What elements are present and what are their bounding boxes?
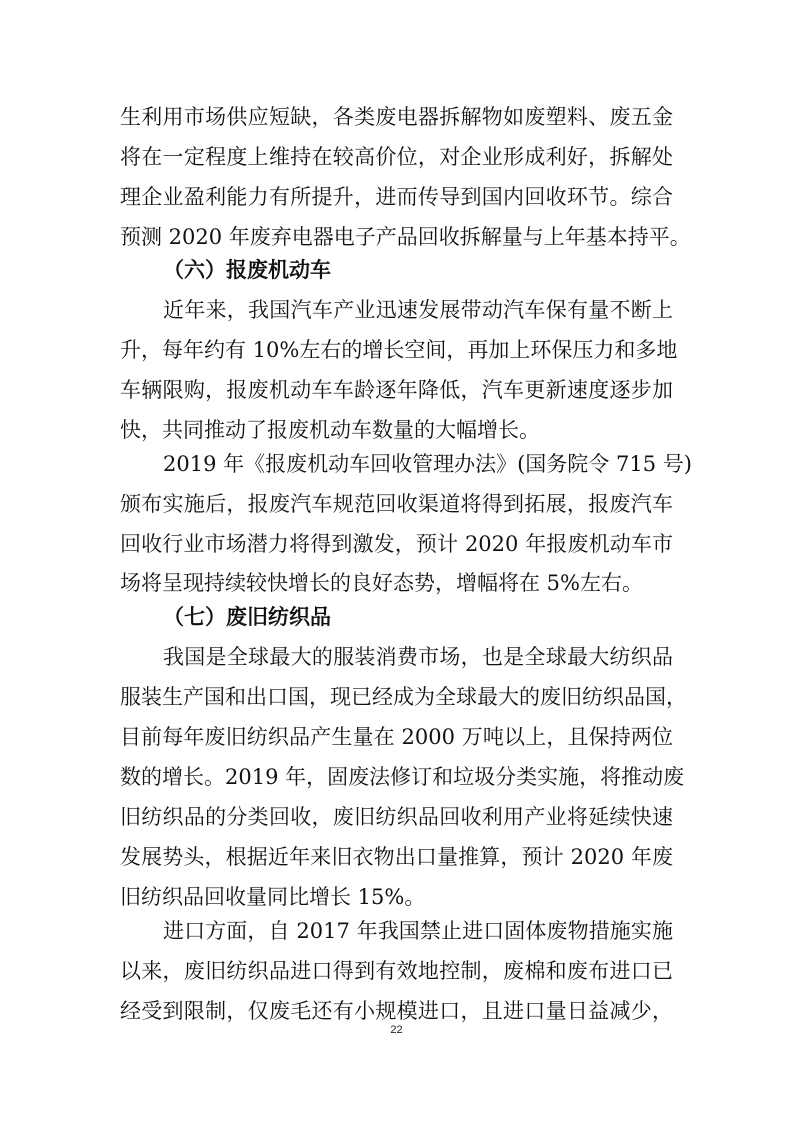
paragraph-line: 理企业盈利能力有所提升，进而传导到国内回收环节。综合 — [120, 185, 673, 209]
paragraph-line: 生利用市场供应短缺，各类废电器拆解物如废塑料、废五金 — [120, 105, 673, 129]
paragraph-line: 以来，废旧纺织品进口得到有效地控制，废棉和废布进口已 — [120, 959, 673, 983]
paragraph-line: 场将呈现持续较快增长的良好态势，增幅将在 5%左右。 — [120, 571, 643, 595]
paragraph-line: 目前每年废旧纺织品产生量在 2000 万吨以上，且保持两位 — [120, 725, 673, 749]
paragraph-line: 颁布实施后，报废汽车规范回收渠道将得到拓展，报废汽车 — [120, 492, 673, 516]
paragraph-line: 将在一定程度上维持在较高价位，对企业形成利好，拆解处 — [120, 145, 673, 169]
paragraph-line: 回收行业市场潜力将得到激发，预计 2020 年报废机动车市 — [120, 532, 673, 556]
paragraph-line: 服装生产国和出口国，现已经成为全球最大的废旧纺织品国， — [120, 685, 687, 709]
paragraph-line: 车辆限购，报废机动车车龄逐年降低，汽车更新速度逐步加 — [120, 378, 673, 402]
paragraph-line: 升，每年约有 10%左右的增长空间，再加上环保压力和多地 — [120, 338, 678, 362]
section-heading-waste-textiles: （七）废旧纺织品 — [163, 605, 331, 629]
paragraph-line: 经受到限制，仅废毛还有小规模进口，且进口量日益减少， — [120, 999, 673, 1023]
paragraph-line: 发展势头，根据近年来旧衣物出口量推算，预计 2020 年废 — [120, 845, 673, 869]
section-heading-scrapped-vehicles: （六）报废机动车 — [163, 258, 331, 282]
paragraph-line: 预测 2020 年废弃电器电子产品回收拆解量与上年基本持平。 — [120, 225, 691, 249]
paragraph-line: 我国是全球最大的服装消费市场，也是全球最大纺织品 — [163, 645, 673, 669]
paragraph-line: 近年来，我国汽车产业迅速发展带动汽车保有量不断上 — [163, 298, 673, 322]
paragraph-line: 旧纺织品回收量同比增长 15%。 — [120, 885, 426, 909]
paragraph-line: 进口方面，自 2017 年我国禁止进口固体废物措施实施 — [163, 919, 673, 943]
paragraph-line: 数的增长。2019 年，固废法修订和垃圾分类实施，将推动废 — [120, 765, 685, 789]
page-number: 22 — [390, 1024, 403, 1036]
paragraph-line: 快，共同推动了报废机动车数量的大幅增长。 — [120, 418, 540, 442]
paragraph-line: 2019 年《报废机动车回收管理办法》(国务院令 715 号) — [163, 452, 692, 476]
paragraph-line: 旧纺织品的分类回收，废旧纺织品回收利用产业将延续快速 — [120, 805, 673, 829]
